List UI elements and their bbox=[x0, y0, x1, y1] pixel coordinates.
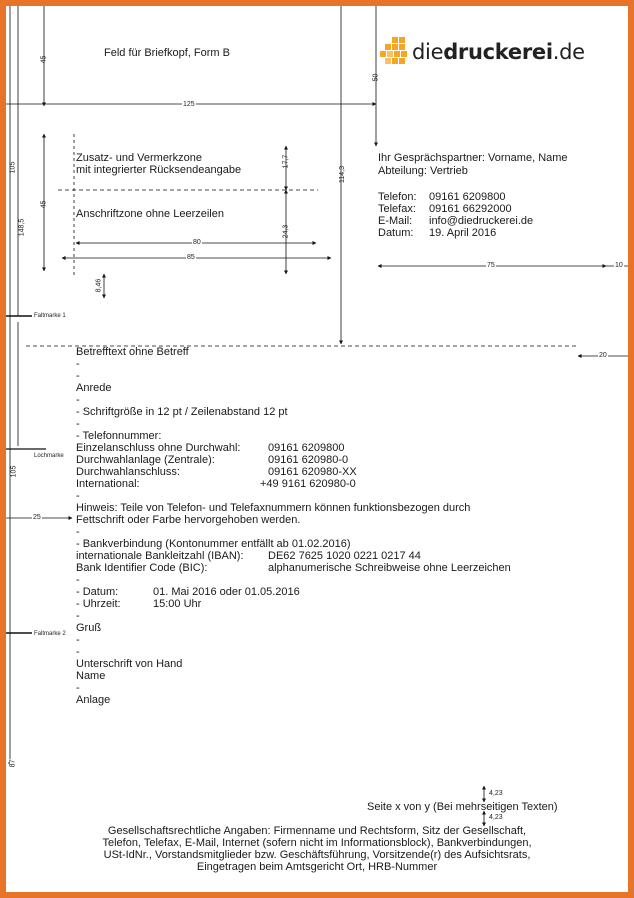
dim-25: 25 bbox=[33, 514, 41, 521]
fold-mark-2-label: Faltmarke 2 bbox=[34, 631, 66, 637]
dim-85: 85 bbox=[187, 254, 195, 261]
dim-4-23-upper: 4,23 bbox=[489, 790, 503, 797]
dim-20: 20 bbox=[599, 352, 607, 359]
letter-template-page bbox=[6, 6, 628, 892]
dim-4-23-lower: 4,23 bbox=[489, 814, 503, 821]
font-note: - Schriftgröße in 12 pt / Zeilenabstand 12 pt bbox=[76, 406, 288, 418]
info-rows bbox=[378, 191, 533, 239]
dim-24-3: 24,3 bbox=[282, 224, 290, 239]
spacer-dash: - bbox=[76, 610, 80, 622]
page-number-note: Seite x von y (Bei mehrseitigen Texten) bbox=[367, 801, 558, 813]
spacer-dash: - bbox=[76, 490, 80, 502]
phone-row: Einzelanschluss ohne Durchwahl: 09161 6209800 bbox=[76, 442, 345, 454]
legal-line-4: Eingetragen beim Amtsgericht Ort, HRB-Nummer bbox=[196, 861, 438, 873]
phone-heading: - Telefonnummer: bbox=[76, 430, 162, 442]
fold-mark-1-label: Faltmarke 1 bbox=[34, 313, 66, 319]
spacer-dash: - bbox=[76, 358, 80, 370]
subject-line: Betrefftext ohne Betreff bbox=[76, 346, 189, 358]
spacer-dash: - bbox=[76, 394, 80, 406]
info-row-date: Datum: 19. April 2016 bbox=[378, 227, 497, 239]
dim-87: 87 bbox=[9, 759, 17, 768]
dim-8-46: 8,46 bbox=[95, 278, 103, 293]
spacer-dash: - bbox=[76, 646, 80, 658]
dim-125: 125 bbox=[183, 101, 195, 108]
address-zone-label: Anschriftzone ohne Leerzeilen bbox=[76, 208, 224, 220]
header-field-label: Feld für Briefkopf, Form B bbox=[104, 47, 230, 59]
dim-105-top: 105 bbox=[9, 161, 17, 174]
info-department: Abteilung: Vertrieb bbox=[378, 165, 468, 177]
phone-row: Durchwahlanschluss: 09161 620980-XX bbox=[76, 466, 357, 478]
dim-10: 10 bbox=[615, 262, 623, 269]
logo-pixel-icon bbox=[380, 37, 412, 67]
bank-heading: - Bankverbindung (Kontonummer entfällt ab 01.02.2016) bbox=[76, 538, 351, 550]
phone-row: Durchwahlanlage (Zentrale): 09161 620980-0 bbox=[76, 454, 349, 466]
bank-row: internationale Bankleitzahl (IBAN): DE62 7625 1020 0221 0217 44 bbox=[76, 550, 421, 562]
dim-45-mid: 45 bbox=[40, 200, 48, 209]
phone-row: International: +49 9161 620980-0 bbox=[76, 478, 356, 490]
dim-17-7: 17,7 bbox=[282, 154, 290, 169]
dim-50: 50 bbox=[372, 73, 380, 82]
dim-45-top: 45 bbox=[40, 55, 48, 64]
spacer-dash: - bbox=[76, 682, 80, 694]
info-contact: Ihr Gesprächspartner: Vorname, Name bbox=[378, 152, 568, 164]
legal-line-3: USt-IdNr., Vorstandsmitglieder bzw. Geschäftsführung, Vorsitzende(r) des Aufsichtsrats, bbox=[103, 849, 531, 861]
info-row-email: E-Mail: info@diedruckerei.de bbox=[378, 215, 534, 227]
dim-80: 80 bbox=[193, 239, 201, 246]
dim-105-bottom: 105 bbox=[10, 465, 18, 478]
salutation: Anrede bbox=[76, 382, 112, 394]
date-row: - Datum: 01. Mai 2016 oder 01.05.2016 bbox=[76, 586, 300, 598]
spacer-dash: - bbox=[76, 634, 80, 646]
time-row: - Uhrzeit: 15:00 Uhr bbox=[76, 598, 202, 610]
spacer-dash: - bbox=[76, 418, 80, 430]
info-row-phone: Telefon: 09161 6209800 bbox=[378, 191, 506, 203]
signature-label: Unterschrift von Hand bbox=[76, 658, 183, 670]
annotation-zone-line1: Zusatz- und Vermerkzone bbox=[76, 152, 202, 164]
closing: Gruß bbox=[76, 622, 102, 634]
spacer-dash: - bbox=[76, 526, 80, 538]
dim-75: 75 bbox=[487, 262, 495, 269]
legal-line-2: Telefon, Telefax, E-Mail, Internet (sofern nicht im Informationsblock), Bankverbindungen, bbox=[102, 837, 532, 849]
legal-footer bbox=[6, 825, 628, 873]
spacer-dash: - bbox=[76, 370, 80, 382]
letter-body bbox=[76, 346, 511, 706]
name-label: Name bbox=[76, 670, 106, 682]
brand-logo bbox=[380, 37, 585, 67]
hint-line1: Hinweis: Teile von Telefon- und Telefaxnummern können funktionsbezogen durch bbox=[76, 502, 471, 514]
hint-line2: Fettschrift oder Farbe hervorgehoben werden. bbox=[76, 514, 301, 526]
annotation-zone-line2: mit integrierter Rücksendeangabe bbox=[76, 164, 242, 176]
dim-114-3: 114,3 bbox=[339, 166, 346, 183]
legal-line-1: Gesellschaftsrechtliche Angaben: Firmenname und Rechtsform, Sitz der Gesellschaft, bbox=[107, 825, 527, 837]
logo-wordmark: diedruckerei.de bbox=[412, 40, 585, 64]
attachment-label: Anlage bbox=[76, 694, 111, 706]
info-row-fax: Telefax: 09161 66292000 bbox=[378, 203, 512, 215]
bank-row: Bank Identifier Code (BIC): alphanumerische Schreibweise ohne Leerzeichen bbox=[76, 562, 511, 574]
punch-mark-label: Lochmarke bbox=[34, 453, 64, 459]
spacer-dash: - bbox=[76, 574, 80, 586]
dim-148-5: 148,5 bbox=[18, 218, 26, 237]
